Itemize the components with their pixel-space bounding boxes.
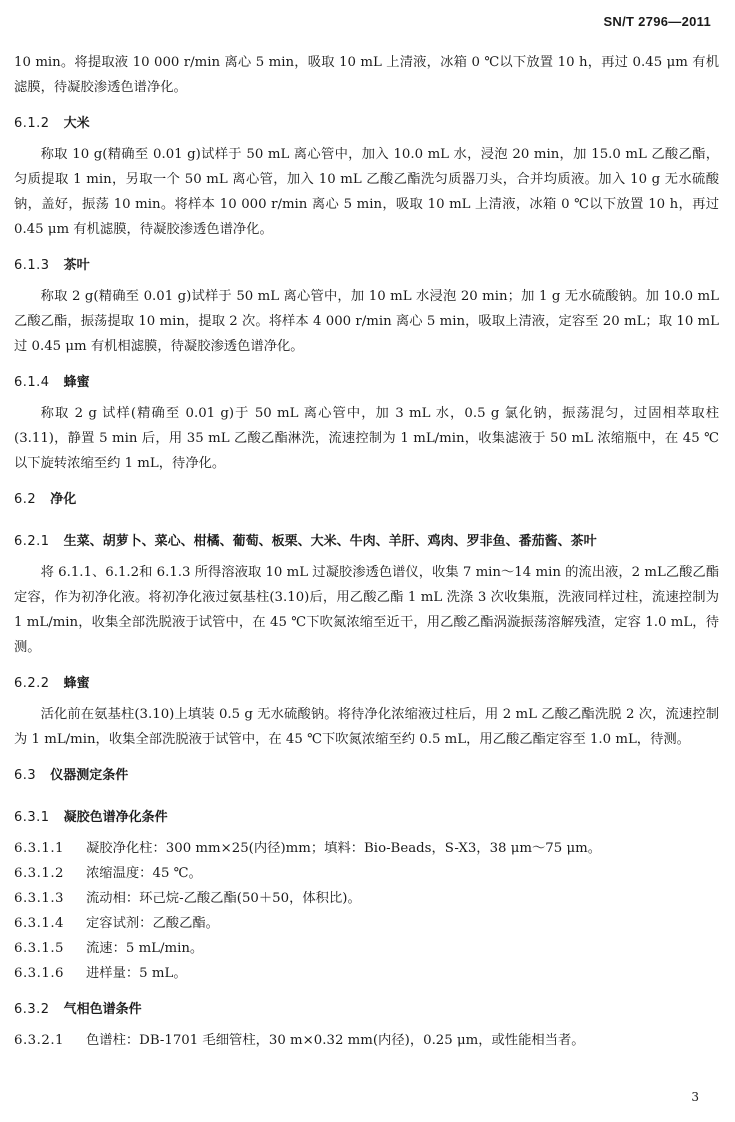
section-number: 6.2.1 — [14, 534, 50, 549]
paragraph: 称取 2 g(精确至 0.01 g)试样于 50 mL 离心管中，加 10 mL 水浸泡 20 min；加 1 g 无水硫酸钠。加 10.0 mL 乙酸乙酯，振荡提取 10 min，提取 2 次。将样本 4 000 r/min 离心 5 min，吸取上清液，定容至 20 mL；取 10 mL 过 0.45 μm 有机相滤膜，待凝胶渗透色谱净化。 — [14, 289, 719, 354]
page-number: 3 — [691, 1090, 699, 1104]
paragraph: 称取 2 g 试样(精确至 0.01 g)于 50 mL 离心管中，加 3 mL 水，0.5 g 氯化钠，振荡混匀，过固相萃取柱(3.11)，静置 5 min 后，用 35 mL 乙酸乙酯淋洗，流速控制为 1 mL/min，收集滤液于 50 mL 浓缩瓶中，在 45 ℃以下旋转浓缩至约 1 mL，待净化。 — [14, 406, 719, 471]
section-heading — [14, 529, 719, 554]
section-spacer — [14, 359, 719, 370]
item-number: 6.3.2.1 — [14, 1033, 65, 1048]
numbered-item — [14, 886, 719, 911]
document-body — [14, 50, 719, 1053]
item-number: 6.3.1.1 — [14, 841, 65, 856]
section-heading — [14, 253, 719, 278]
section-heading — [14, 997, 719, 1022]
section-heading — [14, 370, 719, 395]
section-title: 凝胶色谱净化条件 — [63, 810, 168, 825]
section-title: 茶叶 — [63, 258, 90, 273]
section-number: 6.1.2 — [14, 116, 50, 131]
paragraph: 10 min。将提取液 10 000 r/min 离心 5 min，吸取 10 mL 上清液，冰箱 0 ℃以下放置 10 h，再过 0.45 μm 有机滤膜，待凝胶渗透色谱净化。 — [14, 55, 719, 95]
section-title: 净化 — [50, 492, 77, 507]
numbered-item — [14, 836, 719, 861]
paragraph: 称取 10 g(精确至 0.01 g)试样于 50 mL 离心管中，加入 10.0 mL 水，浸泡 20 min，加 15.0 mL 乙酸乙酯，匀质提取 1 min，另取一个 50 mL 离心管，加入 10 mL 乙酸乙酯洗匀质器刀头，合并均质液。加入 10 g 无水硫酸钠，盖好，振荡 10 min。将样本 10 000 r/min 离心 5 min，吸取 10 mL 上清液，冰箱 0 ℃以下放置 10 h，再过 0.45 μm 有机滤膜，待凝胶渗透色谱净化。 — [14, 147, 719, 237]
item-text: 色谱柱：DB-1701 毛细管柱，30 m×0.32 mm(内径)，0.25 μm，或性能相当者。 — [86, 1033, 585, 1048]
numbered-item — [14, 936, 719, 961]
section-spacer — [14, 794, 719, 805]
section-title: 气相色谱条件 — [63, 1002, 142, 1017]
item-text: 流动相：环己烷-乙酸乙酯(50＋50，体积比)。 — [86, 891, 361, 906]
paragraph: 将 6.1.1、6.1.2和 6.1.3 所得溶液取 10 mL 过凝胶渗透色谱仪，收集 7 min～14 min 的流出液，2 mL乙酸乙酯定容，作为初净化液。将初净化液过氨基柱(3.10)后，用乙酸乙酯 1 mL 洗涤 3 次收集瓶，洗液同样过柱，流速控制为 1 mL/min，收集全部洗脱液于试管中，在 45 ℃下吹氮浓缩至近干，用乙酸乙酯涡漩振荡溶解残渣，定容 1.0 mL，待测。 — [14, 565, 719, 655]
section-heading — [14, 671, 719, 696]
numbered-item — [14, 911, 719, 936]
section-number: 6.3.1 — [14, 810, 50, 825]
item-text: 凝胶净化柱：300 mm×25(内径)mm；填料：Bio-Beads，S-X3，38 μm～75 μm。 — [86, 841, 601, 856]
section-number: 6.3.2 — [14, 1002, 50, 1017]
section-heading — [14, 487, 719, 512]
item-number: 6.3.1.6 — [14, 966, 65, 981]
section-number: 6.1.4 — [14, 375, 50, 390]
section-number: 6.3 — [14, 768, 37, 783]
numbered-item — [14, 861, 719, 886]
item-text: 进样量：5 mL。 — [86, 966, 187, 981]
section-title: 蜂蜜 — [63, 375, 90, 390]
section-spacer — [14, 242, 719, 253]
section-number: 6.2.2 — [14, 676, 50, 691]
section-heading — [14, 763, 719, 788]
section-title: 仪器测定条件 — [50, 768, 129, 783]
numbered-item — [14, 961, 719, 986]
section-spacer — [14, 986, 719, 997]
section-heading — [14, 111, 719, 136]
item-number: 6.3.1.3 — [14, 891, 65, 906]
section-spacer — [14, 660, 719, 671]
section-title: 蜂蜜 — [63, 676, 90, 691]
section-title: 大米 — [63, 116, 90, 131]
section-spacer — [14, 518, 719, 529]
section-spacer — [14, 100, 719, 111]
standard-code: SN/T 2796—2011 — [603, 14, 711, 29]
item-number: 6.3.1.2 — [14, 866, 65, 881]
section-number: 6.2 — [14, 492, 37, 507]
item-text: 浓缩温度：45 ℃。 — [86, 866, 202, 881]
item-text: 流速：5 mL/min。 — [86, 941, 204, 956]
section-title: 生菜、胡萝卜、菜心、柑橘、葡萄、板栗、大米、牛肉、羊肝、鸡肉、罗非鱼、番茄酱、茶叶 — [63, 534, 597, 549]
item-number: 6.3.1.4 — [14, 916, 65, 931]
numbered-item — [14, 1028, 719, 1053]
paragraph: 活化前在氨基柱(3.10)上填装 0.5 g 无水硫酸钠。将待净化浓缩液过柱后，用 2 mL 乙酸乙酯洗脱 2 次，流速控制为 1 mL/min，收集全部洗脱液于试管中，在 45 ℃下吹氮浓缩至约 0.5 mL，用乙酸乙酯定容至 1.0 mL，待测。 — [14, 707, 719, 747]
item-number: 6.3.1.5 — [14, 941, 65, 956]
section-spacer — [14, 752, 719, 763]
section-heading — [14, 805, 719, 830]
item-text: 定容试剂：乙酸乙酯。 — [86, 916, 219, 931]
section-number: 6.1.3 — [14, 258, 50, 273]
section-spacer — [14, 476, 719, 487]
